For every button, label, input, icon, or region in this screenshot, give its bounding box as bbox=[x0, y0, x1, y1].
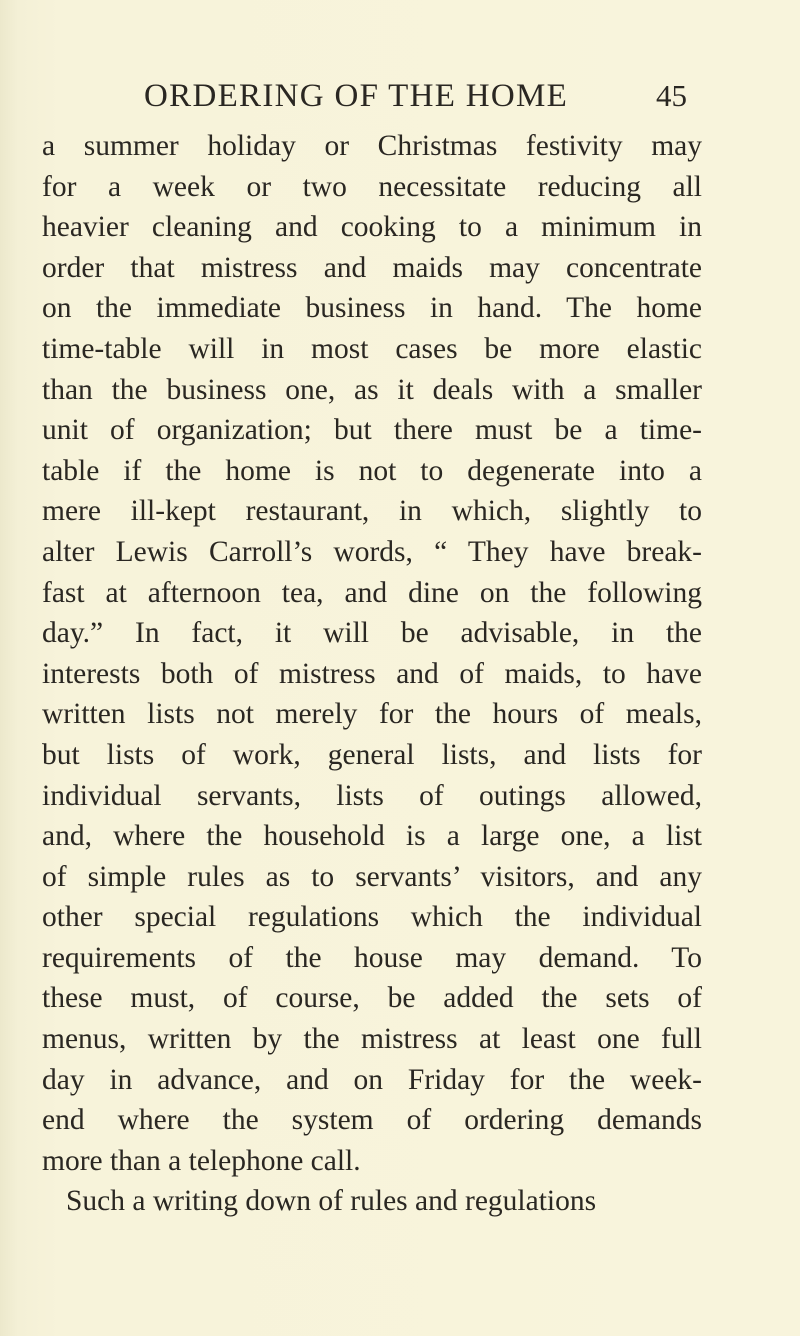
page-number: 45 bbox=[656, 78, 687, 113]
text-line: unit of organization; but there must be a time- bbox=[42, 414, 702, 447]
body-text bbox=[42, 126, 702, 1222]
text-line: of simple rules as to servants’ visitors, and any bbox=[42, 860, 702, 893]
text-line: table if the home is not to degenerate into a bbox=[42, 454, 702, 487]
text-line: written lists not merely for the hours of meals, bbox=[42, 698, 702, 731]
text-line: requirements of the house may demand. To bbox=[42, 941, 702, 974]
text-line: time-table will in most cases be more elastic bbox=[42, 332, 702, 365]
text-line: day.” In fact, it will be advisable, in the bbox=[42, 617, 702, 650]
text-line: but lists of work, general lists, and lists for bbox=[42, 738, 702, 771]
text-line: for a week or two necessitate reducing all bbox=[42, 170, 702, 203]
running-title: ORDERING OF THE HOME bbox=[144, 78, 569, 114]
text-line: alter Lewis Carroll’s words, “ They have break- bbox=[42, 535, 702, 568]
text-line: and, where the household is a large one, a list bbox=[42, 820, 702, 853]
text-line: end where the system of ordering demands bbox=[42, 1104, 702, 1137]
text-line: more than a telephone call. bbox=[42, 1144, 361, 1177]
text-line: these must, of course, be added the sets of bbox=[42, 982, 702, 1015]
text-line: heavier cleaning and cooking to a minimum in bbox=[42, 211, 702, 244]
text-line: day in advance, and on Friday for the week- bbox=[42, 1063, 702, 1096]
text-line: on the immediate business in hand. The home bbox=[42, 292, 702, 325]
text-line: order that mistress and maids may concentrate bbox=[42, 251, 702, 284]
text-line: individual servants, lists of outings allowed, bbox=[42, 779, 702, 812]
text-line: fast at afternoon tea, and dine on the following bbox=[42, 576, 702, 609]
text-line: mere ill-kept restaurant, in which, slightly to bbox=[42, 495, 702, 528]
text-line: than the business one, as it deals with a smaller bbox=[42, 373, 702, 406]
text-line: Such a writing down of rules and regulations bbox=[66, 1185, 597, 1218]
text-line: menus, written by the mistress at least one full bbox=[42, 1023, 702, 1056]
running-head bbox=[0, 74, 800, 118]
text-line: interests both of mistress and of maids, to have bbox=[42, 657, 702, 690]
text-line: other special regulations which the individual bbox=[42, 901, 702, 934]
text-line: a summer holiday or Christmas festivity may bbox=[42, 130, 702, 162]
